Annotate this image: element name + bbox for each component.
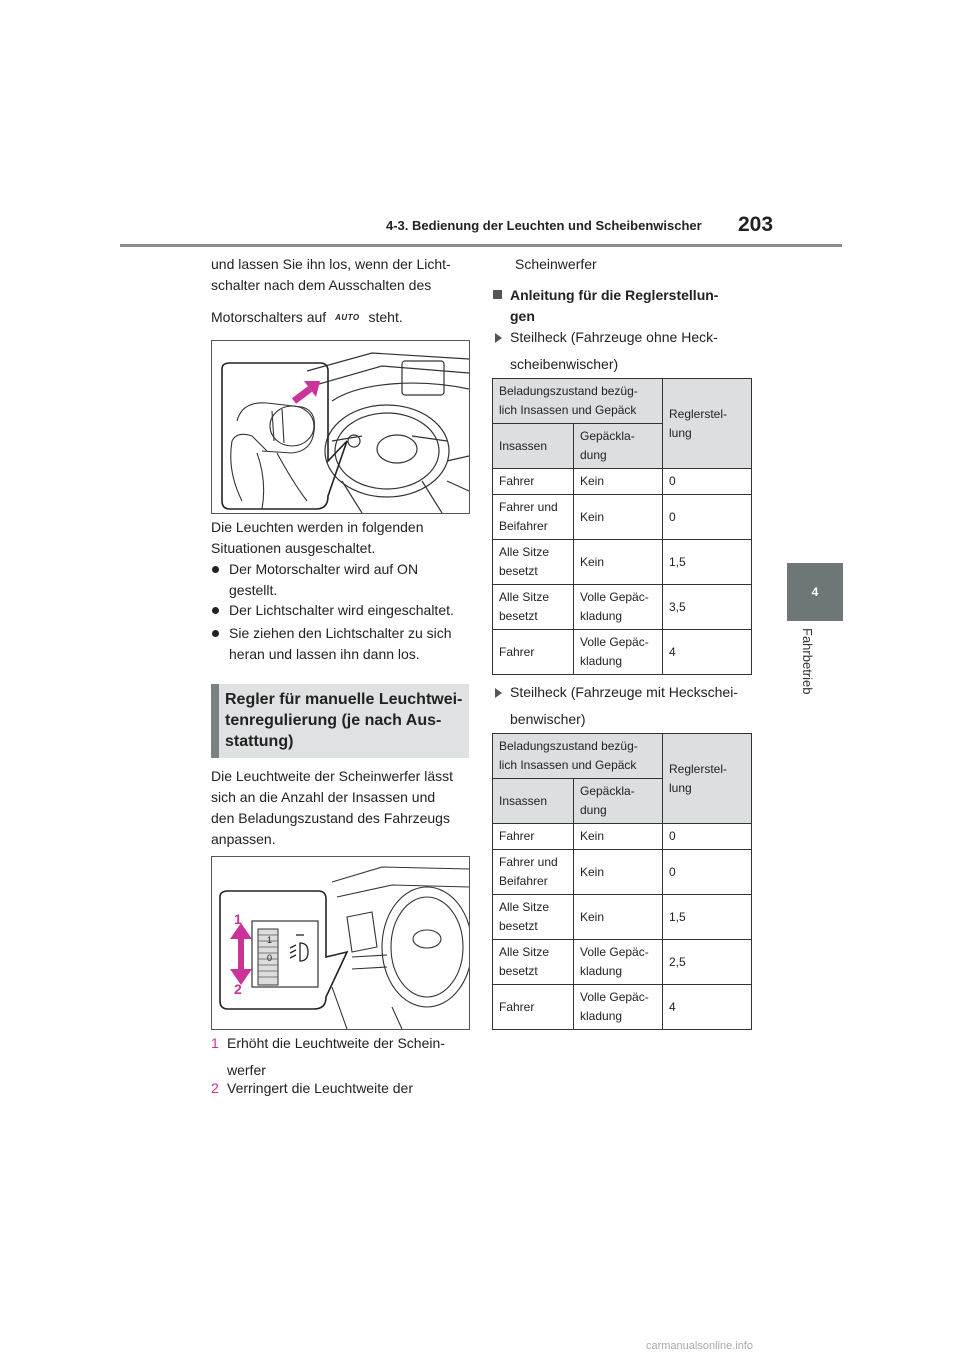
square-bullet-icon [493,290,502,299]
table-header-regulator: Reglerstel- lung [663,379,752,469]
table-row: Alle Sitze besetzt Kein 1,5 [493,895,752,940]
legend-continuation: Scheinwerfer [515,256,597,272]
section-heading-title: Regler für manuelle Leuchtwei- tenregulierung (je nach Aus- stattung) [225,691,463,750]
table-header-load-condition: Beladungszustand bezüg- lich Insassen und Gepäck [493,734,663,779]
section-paragraph: Die Leuchtweite der Scheinwerfer lässt sich an die Anzahl der Insassen und den Beladungszustand des Fahrzeugs anpassen. [211,768,454,847]
table-row: Fahrer und Beifahrer Kein 0 [493,495,752,540]
leveling-dial-illustration [212,857,469,1029]
table-row: Fahrer Volle Gepäc- kladung 4 [493,630,752,675]
dial-label-top: 1 [267,935,273,945]
intro-line: und lassen Sie ihn los, wenn der Licht- [211,256,451,272]
bullet-item: Der Lichtschalter wird eingeschaltet. [212,600,474,621]
table-row: Fahrer Kein 0 [493,469,752,495]
legend-item: 2 Verringert die Leuchtweite der [211,1078,481,1099]
header-rule [120,244,842,247]
bullet-icon [212,566,219,573]
legend-item: 1 Erhöht die Leuchtweite der Schein- werfer [211,1035,445,1078]
section-heading-box [211,684,469,758]
table-header-regulator: Reglerstel- lung [663,734,752,824]
intro-line: Motorschalters auf AUTO steht. [211,307,481,328]
watermark-link[interactable]: carmanualsonline.info [646,1340,754,1352]
table-row: Alle Sitze besetzt Kein 1,5 [493,540,752,585]
table-row: Fahrer Volle Gepäc- kladung 4 [493,985,752,1030]
arrow-bullet-icon [495,333,502,343]
table-row: Alle Sitze besetzt Volle Gepäc- kladung 2,5 [493,940,752,985]
chapter-number: 4 [811,585,819,599]
regulator-table-no-rear-wiper [492,378,752,675]
table-header-luggage: Gepäckla- dung [574,424,663,469]
section-header-title: 4-3. Bedienung der Leuchten und Scheibenwischer [386,218,702,233]
bullet-icon [212,630,219,637]
table-header-luggage: Gepäckla- dung [574,779,663,824]
bullet-icon [212,607,219,614]
regulator-table-with-rear-wiper [492,733,752,1030]
table2-intro: Steilheck (Fahrzeuge mit Heckschei- benwischer) [493,682,758,730]
table-header-load-condition: Beladungszustand bezüg- lich Insassen und Gepäck [493,379,663,424]
bullet-item: Der Motorschalter wird auf ON gestellt. [212,559,474,601]
table-row: Fahrer Kein 0 [493,824,752,850]
situations-paragraph: Die Leuchten werden in folgenden Situationen ausgeschaltet. [211,519,424,556]
table-row: Fahrer und Beifahrer Kein 0 [493,850,752,895]
leveling-dial-figure [211,856,470,1030]
intro-line: schalter nach dem Ausschalten des [211,277,432,293]
legend-number: 1 [211,1035,219,1051]
chapter-tab [787,563,843,621]
intro-paragraph [211,254,481,328]
bullet-item: Sie ziehen den Lichtschalter zu sich heran und lassen ihn dann los. [212,623,474,665]
up-down-arrow-icon [230,923,252,985]
table1-intro: Steilheck (Fahrzeuge ohne Heck- scheibenwischer) [493,327,758,375]
page-number: 203 [738,213,774,236]
arrow-label-up: 1 [234,911,242,927]
dial-label-zero: 0 [267,953,273,963]
table-header-occupants: Insassen [493,424,574,469]
legend-number: 2 [211,1080,219,1096]
section-heading-bar [211,684,219,758]
auto-symbol-icon: AUTO [335,313,360,322]
table-row: Alle Sitze besetzt Volle Gepäc- kladung 3,5 [493,585,752,630]
light-switch-illustration [212,341,469,513]
arrow-label-down: 2 [234,981,242,997]
guide-heading: Anleitung für die Reglerstellun- gen [493,285,753,327]
light-switch-figure [211,340,470,514]
table-header-occupants: Insassen [493,779,574,824]
arrow-bullet-icon [495,688,502,698]
chapter-tab-label: Fahrbetrieb [800,628,815,695]
